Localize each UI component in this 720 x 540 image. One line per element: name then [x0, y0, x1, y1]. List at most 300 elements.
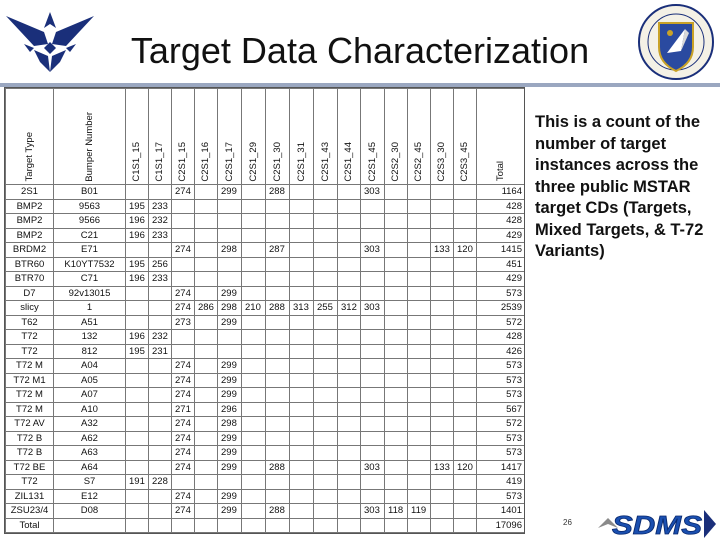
table-cell	[195, 373, 218, 388]
column-header	[385, 89, 408, 185]
table-cell	[290, 489, 314, 504]
table-cell: 1164	[477, 185, 526, 200]
table-cell	[218, 257, 242, 272]
table-cell	[338, 286, 361, 301]
table-cell	[266, 214, 290, 229]
table-cell: 299	[218, 504, 242, 519]
table-cell	[431, 402, 454, 417]
table-cell: BRDM2	[6, 243, 54, 258]
table-cell	[338, 359, 361, 374]
table-cell: E71	[54, 243, 126, 258]
table-cell	[454, 330, 477, 345]
table-cell: 1417	[477, 460, 526, 475]
table-cell	[385, 402, 408, 417]
table-cell	[290, 431, 314, 446]
table-row	[6, 185, 526, 200]
table-cell	[361, 330, 385, 345]
table-cell	[408, 228, 431, 243]
table-cell	[361, 402, 385, 417]
table-row	[6, 286, 526, 301]
table-cell	[290, 257, 314, 272]
column-header-label: Bumper Number	[83, 111, 95, 182]
table-cell	[385, 286, 408, 301]
table-cell	[314, 431, 338, 446]
table-cell	[195, 286, 218, 301]
table-cell	[290, 199, 314, 214]
table-cell	[314, 373, 338, 388]
table-cell: 228	[149, 475, 172, 490]
column-header-label: C2S1_44	[343, 141, 355, 182]
table-cell: 299	[218, 286, 242, 301]
table-row	[6, 315, 526, 330]
table-row	[6, 489, 526, 504]
table-cell	[338, 373, 361, 388]
table-cell	[195, 489, 218, 504]
table-cell	[361, 359, 385, 374]
column-header-label: C2S1_45	[366, 141, 378, 182]
table-cell: T72 M	[6, 388, 54, 403]
table-cell	[408, 214, 431, 229]
table-row	[6, 214, 526, 229]
table-cell: 299	[218, 359, 242, 374]
table-cell	[454, 272, 477, 287]
table-cell	[314, 388, 338, 403]
table-cell: 299	[218, 431, 242, 446]
table-cell: E12	[54, 489, 126, 504]
table-cell: 303	[361, 301, 385, 316]
table-cell	[266, 402, 290, 417]
table-cell: 210	[242, 301, 266, 316]
table-cell	[385, 475, 408, 490]
column-header	[195, 89, 218, 185]
table-cell	[338, 315, 361, 330]
table-cell: T72 M	[6, 402, 54, 417]
table-cell	[218, 475, 242, 490]
table-cell	[290, 518, 314, 533]
table-cell	[195, 330, 218, 345]
table-cell: A10	[54, 402, 126, 417]
table-cell: 313	[290, 301, 314, 316]
table-cell: 303	[361, 185, 385, 200]
table-cell	[266, 272, 290, 287]
table-cell	[242, 272, 266, 287]
table-cell	[195, 504, 218, 519]
table-cell	[242, 286, 266, 301]
column-header-label: C2S1_43	[319, 141, 331, 182]
table-cell: 1415	[477, 243, 526, 258]
table-cell: ZSU23/4	[6, 504, 54, 519]
table-cell	[126, 301, 149, 316]
table-cell	[126, 243, 149, 258]
table-cell: 196	[126, 228, 149, 243]
table-cell	[431, 373, 454, 388]
table-cell	[290, 228, 314, 243]
table-cell	[149, 504, 172, 519]
table-cell: A07	[54, 388, 126, 403]
table-cell: 573	[477, 489, 526, 504]
table-cell: BTR60	[6, 257, 54, 272]
table-cell	[172, 228, 195, 243]
table-cell	[126, 460, 149, 475]
table-cell	[314, 504, 338, 519]
table-cell	[361, 489, 385, 504]
table-row	[6, 344, 526, 359]
table-cell	[172, 257, 195, 272]
table-cell	[242, 330, 266, 345]
column-header	[454, 89, 477, 185]
table-cell	[361, 388, 385, 403]
table-cell	[266, 199, 290, 214]
table-cell	[266, 489, 290, 504]
table-cell	[195, 431, 218, 446]
table-cell	[408, 272, 431, 287]
table-cell	[361, 257, 385, 272]
table-cell: 232	[149, 330, 172, 345]
table-cell: 303	[361, 243, 385, 258]
column-header	[266, 89, 290, 185]
table-cell	[431, 359, 454, 374]
table-cell	[431, 257, 454, 272]
table-cell	[242, 185, 266, 200]
table-cell	[314, 199, 338, 214]
table-cell	[126, 388, 149, 403]
table-cell: 274	[172, 417, 195, 432]
table-cell: 233	[149, 272, 172, 287]
column-header-label: C1S1_17	[154, 141, 166, 182]
table-cell	[195, 460, 218, 475]
table-cell	[195, 475, 218, 490]
table-cell	[385, 228, 408, 243]
table-cell	[385, 257, 408, 272]
table-row	[6, 475, 526, 490]
table-row	[6, 373, 526, 388]
table-cell: 196	[126, 330, 149, 345]
table-cell	[266, 373, 290, 388]
table-cell: 2539	[477, 301, 526, 316]
table-cell: 812	[54, 344, 126, 359]
column-header	[6, 89, 54, 185]
table-cell: 274	[172, 359, 195, 374]
table-cell	[242, 373, 266, 388]
table-cell	[385, 460, 408, 475]
table-cell	[314, 315, 338, 330]
column-header-label: C2S1_16	[200, 141, 212, 182]
table-cell: 274	[172, 243, 195, 258]
table-cell	[266, 475, 290, 490]
table-cell: 429	[477, 228, 526, 243]
table-cell: 133	[431, 460, 454, 475]
table-cell	[195, 199, 218, 214]
table-cell: 196	[126, 272, 149, 287]
table-cell	[266, 388, 290, 403]
table-cell	[195, 446, 218, 461]
column-header-label: C2S3_45	[459, 141, 471, 182]
table-cell: S7	[54, 475, 126, 490]
table-cell	[454, 475, 477, 490]
table-cell	[266, 417, 290, 432]
table-cell	[454, 359, 477, 374]
table-cell: 286	[195, 301, 218, 316]
table-cell	[408, 185, 431, 200]
table-cell	[266, 257, 290, 272]
table-cell	[385, 199, 408, 214]
table-cell	[338, 228, 361, 243]
table-cell	[195, 359, 218, 374]
table-cell	[314, 214, 338, 229]
column-header-label: C2S1_15	[177, 141, 189, 182]
table-cell	[242, 359, 266, 374]
table-cell: 573	[477, 373, 526, 388]
table-cell	[338, 475, 361, 490]
table-cell	[195, 518, 218, 533]
table-cell: 120	[454, 460, 477, 475]
table-cell: 428	[477, 199, 526, 214]
column-header	[242, 89, 266, 185]
table-cell	[242, 417, 266, 432]
table-cell	[338, 272, 361, 287]
table-cell: BMP2	[6, 228, 54, 243]
table-cell: 299	[218, 446, 242, 461]
table-cell	[126, 185, 149, 200]
table-cell	[361, 199, 385, 214]
table-cell: A05	[54, 373, 126, 388]
column-header	[361, 89, 385, 185]
table-cell	[431, 199, 454, 214]
table-cell: 231	[149, 344, 172, 359]
table-cell	[195, 388, 218, 403]
table-cell: T72 M1	[6, 373, 54, 388]
table-cell	[408, 388, 431, 403]
table-cell: 120	[454, 243, 477, 258]
column-header	[338, 89, 361, 185]
table-cell: 573	[477, 359, 526, 374]
table-cell	[385, 489, 408, 504]
table-cell	[385, 446, 408, 461]
table-cell: C21	[54, 228, 126, 243]
table-cell	[431, 518, 454, 533]
table-cell	[361, 315, 385, 330]
table-cell	[361, 446, 385, 461]
table-cell	[266, 228, 290, 243]
table-cell	[408, 446, 431, 461]
table-cell	[126, 402, 149, 417]
table-cell: 572	[477, 315, 526, 330]
table-cell	[242, 257, 266, 272]
table-cell	[126, 373, 149, 388]
table-cell: BMP2	[6, 199, 54, 214]
table-cell	[218, 518, 242, 533]
table-cell	[149, 489, 172, 504]
table-cell: T72 B	[6, 446, 54, 461]
table-cell	[126, 504, 149, 519]
table-cell: 288	[266, 460, 290, 475]
table-cell: 2S1	[6, 185, 54, 200]
table-cell	[361, 475, 385, 490]
table-cell	[149, 460, 172, 475]
table-cell: 429	[477, 272, 526, 287]
table-cell	[314, 243, 338, 258]
table-cell: 303	[361, 504, 385, 519]
table-cell	[408, 344, 431, 359]
table-cell	[218, 330, 242, 345]
table-cell: 419	[477, 475, 526, 490]
table-cell	[149, 301, 172, 316]
table-cell	[454, 489, 477, 504]
table-cell: T72	[6, 344, 54, 359]
table-cell: 573	[477, 388, 526, 403]
table-cell: 233	[149, 199, 172, 214]
table-cell: D7	[6, 286, 54, 301]
table-cell	[431, 185, 454, 200]
table-cell	[338, 257, 361, 272]
table-cell: T72	[6, 475, 54, 490]
table-cell	[314, 272, 338, 287]
table-cell	[408, 315, 431, 330]
table-cell	[266, 315, 290, 330]
table-cell: 196	[126, 214, 149, 229]
table-row	[6, 504, 526, 519]
table-cell: A32	[54, 417, 126, 432]
table-cell	[361, 344, 385, 359]
table-cell	[454, 301, 477, 316]
table-cell: 296	[218, 402, 242, 417]
table-cell	[431, 286, 454, 301]
table-row	[6, 301, 526, 316]
table-cell	[385, 243, 408, 258]
table-cell	[314, 402, 338, 417]
table-cell	[408, 518, 431, 533]
column-header	[477, 89, 526, 185]
table-cell: BMP2	[6, 214, 54, 229]
table-cell	[338, 504, 361, 519]
table-cell	[266, 359, 290, 374]
table-cell: 9563	[54, 199, 126, 214]
table-cell	[408, 460, 431, 475]
table-cell	[385, 214, 408, 229]
table-cell	[149, 286, 172, 301]
table-cell	[385, 417, 408, 432]
table-cell	[172, 518, 195, 533]
table-cell: 287	[266, 243, 290, 258]
sdms-logo	[594, 506, 720, 540]
table-row	[6, 388, 526, 403]
table-cell	[242, 344, 266, 359]
table-cell: T72 B	[6, 431, 54, 446]
table-cell	[385, 330, 408, 345]
table-cell	[338, 199, 361, 214]
table-cell	[290, 344, 314, 359]
column-header-label: C2S1_31	[295, 141, 307, 182]
table-cell	[290, 388, 314, 403]
table-cell	[338, 518, 361, 533]
table-row	[6, 330, 526, 345]
table-cell	[242, 504, 266, 519]
table-cell	[172, 344, 195, 359]
column-header	[290, 89, 314, 185]
table-cell: T72 BE	[6, 460, 54, 475]
table-cell	[338, 214, 361, 229]
table-cell	[290, 243, 314, 258]
table-cell	[290, 460, 314, 475]
table-cell: 288	[266, 301, 290, 316]
table-cell	[431, 301, 454, 316]
table-cell: 195	[126, 257, 149, 272]
table-cell: 288	[266, 185, 290, 200]
table-cell	[266, 330, 290, 345]
table-cell	[454, 373, 477, 388]
table-cell	[338, 330, 361, 345]
table-cell	[290, 373, 314, 388]
table-cell	[454, 518, 477, 533]
column-header	[54, 89, 126, 185]
table-cell	[408, 257, 431, 272]
table-cell	[385, 431, 408, 446]
table-cell: 298	[218, 417, 242, 432]
table-cell: 118	[385, 504, 408, 519]
column-header-label: C2S2_45	[413, 141, 425, 182]
table-cell	[431, 431, 454, 446]
table-cell	[314, 359, 338, 374]
table-cell: 299	[218, 373, 242, 388]
table-cell	[126, 286, 149, 301]
table-cell	[172, 199, 195, 214]
table-cell	[126, 518, 149, 533]
table-cell	[314, 518, 338, 533]
table-cell: A64	[54, 460, 126, 475]
table-cell	[431, 446, 454, 461]
table-cell	[172, 330, 195, 345]
table-cell	[290, 446, 314, 461]
table-cell	[338, 185, 361, 200]
table-cell: 299	[218, 185, 242, 200]
table-cell	[149, 446, 172, 461]
table-row	[6, 402, 526, 417]
table-cell	[314, 228, 338, 243]
table-cell	[408, 286, 431, 301]
table-cell	[361, 431, 385, 446]
table-cell	[361, 214, 385, 229]
table-cell	[431, 344, 454, 359]
column-header-label: Total	[495, 161, 507, 182]
table-cell: 288	[266, 504, 290, 519]
table-cell	[172, 475, 195, 490]
column-header	[172, 89, 195, 185]
table-cell: 299	[218, 315, 242, 330]
table-cell	[408, 243, 431, 258]
table-cell	[149, 518, 172, 533]
table-cell	[149, 417, 172, 432]
table-cell	[149, 359, 172, 374]
table-cell: K10YT7532	[54, 257, 126, 272]
table-cell	[408, 475, 431, 490]
table-cell: A04	[54, 359, 126, 374]
table-cell	[266, 286, 290, 301]
column-header-label: C2S1_30	[271, 141, 283, 182]
column-header-label: C2S3_30	[436, 141, 448, 182]
table-cell	[290, 286, 314, 301]
table-cell: D08	[54, 504, 126, 519]
table-cell	[431, 228, 454, 243]
table-cell	[454, 417, 477, 432]
table-cell	[149, 243, 172, 258]
table-cell	[338, 402, 361, 417]
table-cell: 298	[218, 301, 242, 316]
table-cell	[361, 518, 385, 533]
target-data-table	[4, 87, 525, 534]
table-cell	[314, 286, 338, 301]
table-cell	[385, 373, 408, 388]
table-cell: 232	[149, 214, 172, 229]
